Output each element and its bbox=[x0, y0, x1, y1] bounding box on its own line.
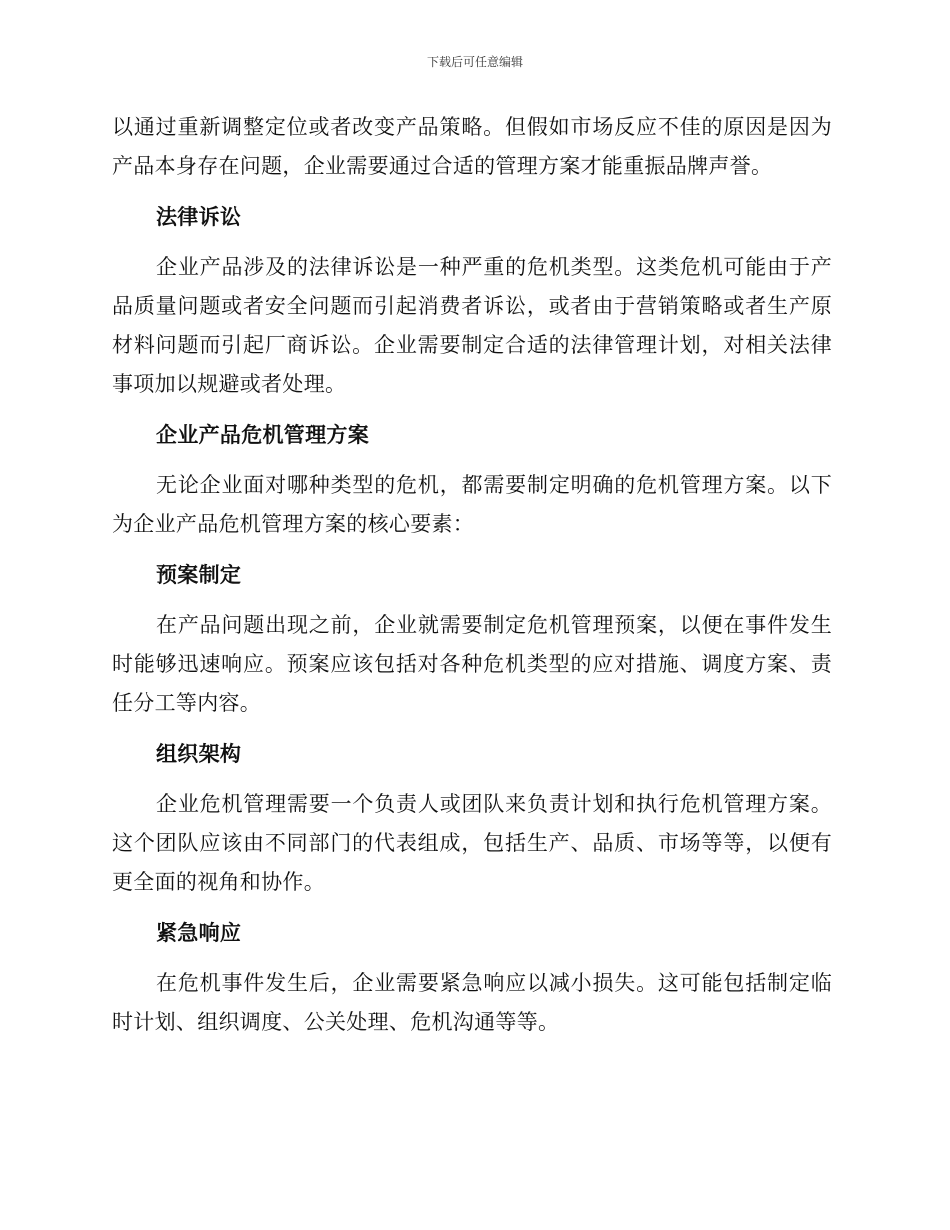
paragraph-contingency-planning: 在产品问题出现之前，企业就需要制定危机管理预案，以便在事件发生时能够迅速响应。预案应该包括对各种危机类型的应对措施、调度方案、责任分工等内容。 bbox=[112, 613, 832, 715]
paragraph-emergency-response: 在危机事件发生后，企业需要紧急响应以减小损失。这可能包括制定临时计划、组织调度、公关处理、危机沟通等等。 bbox=[112, 971, 832, 1034]
page-header-note: 下载后可任意编辑 bbox=[426, 55, 523, 69]
heading-crisis-management-plan: 企业产品危机管理方案 bbox=[156, 423, 369, 447]
paragraph-legal-litigation: 企业产品涉及的法律诉讼是一种严重的危机类型。这类危机可能由于产品质量问题或者安全问题而引起消费者诉讼，或者由于营销策略或者生产原材料问题而引起厂商诉讼。企业需要制定合适的法律管理计划，对相关法律事项加以规避或者处理。 bbox=[112, 255, 832, 396]
paragraph-organization-structure: 企业危机管理需要一个负责人或团队来负责计划和执行危机管理方案。这个团队应该由不同部门的代表组成，包括生产、品质、市场等等，以便有更全面的视角和协作。 bbox=[112, 792, 832, 894]
paragraph-crisis-management-plan: 无论企业面对哪种类型的危机，都需要制定明确的危机管理方案。以下为企业产品危机管理方案的核心要素： bbox=[112, 473, 832, 536]
heading-emergency-response: 紧急响应 bbox=[156, 921, 242, 945]
heading-legal-litigation: 法律诉讼 bbox=[156, 205, 242, 229]
heading-contingency-planning: 预案制定 bbox=[156, 563, 242, 587]
heading-organization-structure: 组织架构 bbox=[156, 742, 242, 766]
document-body bbox=[112, 108, 832, 1042]
paragraph-continuation: 以通过重新调整定位或者改变产品策略。但假如市场反应不佳的原因是因为产品本身存在问题，企业需要通过合适的管理方案才能重振品牌声誉。 bbox=[112, 115, 832, 178]
